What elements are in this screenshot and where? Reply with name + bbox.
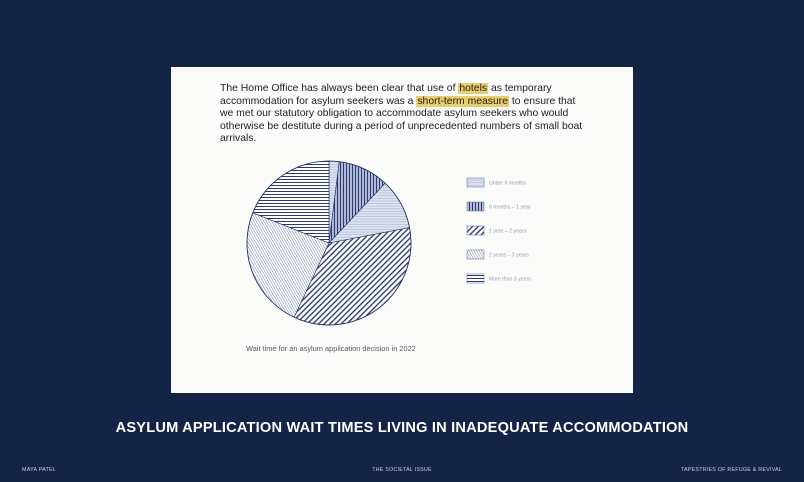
legend-swatch (467, 226, 484, 235)
legend-label: 6 months – 1 year (489, 204, 531, 211)
pie-slices (247, 161, 411, 325)
highlight-short-term-measure: short-term measure (417, 95, 509, 107)
pie-legend (467, 178, 531, 283)
legend-label: Under 6 months (489, 180, 526, 187)
highlight-hotels: hotels (459, 83, 488, 94)
page-title: ASYLUM APPLICATION WAIT TIMES LIVING IN INADEQUATE ACCOMMODATION (115, 420, 689, 436)
legend-swatch (467, 202, 484, 211)
footer-issue: THE SOCIETAL ISSUE (372, 467, 432, 473)
pie-chart (171, 67, 633, 393)
legend-swatch (467, 274, 484, 283)
legend-label: 2 years – 3 years (489, 252, 529, 259)
legend-swatch (467, 178, 484, 187)
legend-swatch (467, 250, 484, 259)
quote-part-1: The Home Office has always been clear that use of (220, 83, 459, 94)
footer-series: TAPESTRIES OF REFUGE & REVIVAL (680, 467, 782, 473)
legend-label: 1 year – 2 years (489, 228, 527, 235)
footer-author: MAYA PATEL (22, 467, 56, 473)
quote-part-2: as temporary accommodation for asylum seekers was a (220, 83, 552, 107)
legend-label: More than 3 years (489, 276, 531, 283)
quote-part-3: to ensure that we met our statutory obligation to accommodate asylum seekers who would otherwise be destitute during a period of unprecedented numbers of small boat arrivals. (220, 95, 583, 145)
chart-caption: Wait time for an asylum application decision in 2022 (246, 344, 416, 353)
